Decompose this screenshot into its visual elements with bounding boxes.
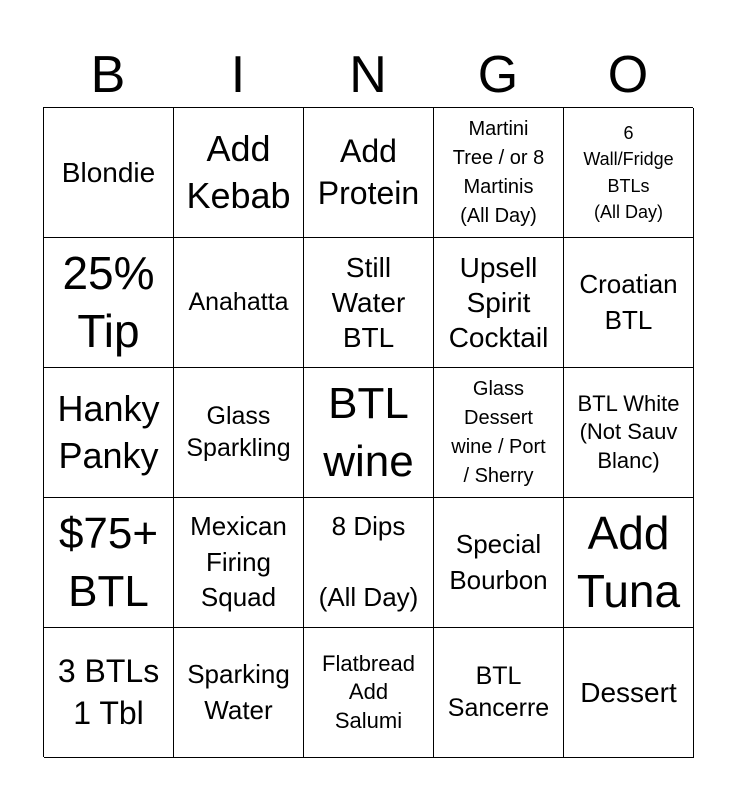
bingo-cell[interactable] xyxy=(174,108,304,238)
bingo-cell[interactable] xyxy=(304,108,434,238)
cell-label: BTL wine xyxy=(323,379,414,486)
cell-label: Special Bourbon xyxy=(449,528,548,595)
bingo-cell[interactable] xyxy=(304,498,434,628)
cell-label: Mexican Firing Squad xyxy=(190,510,287,613)
cell-label: Upsell Spirit Cocktail xyxy=(448,252,549,353)
cell-label: Glass Sparkling xyxy=(186,401,291,462)
bingo-cell[interactable] xyxy=(304,628,434,758)
cell-label: BTL Sancerre xyxy=(447,661,550,722)
bingo-cell[interactable] xyxy=(304,368,434,498)
cell-label: $75+ BTL xyxy=(58,509,159,616)
bingo-cell[interactable] xyxy=(44,108,174,238)
bingo-cell[interactable] xyxy=(174,238,304,368)
bingo-cell[interactable] xyxy=(564,628,694,758)
cell-label: Blondie xyxy=(61,157,156,188)
cell-label: Hanky Panky xyxy=(57,387,160,476)
bingo-cell[interactable] xyxy=(174,368,304,498)
bingo-cell[interactable] xyxy=(434,498,564,628)
cell-label: Add Tuna xyxy=(576,507,681,617)
cell-label: Anahatta xyxy=(188,287,289,316)
bingo-cell[interactable] xyxy=(564,368,694,498)
bingo-cell[interactable] xyxy=(44,628,174,758)
cell-label: Martini Tree / or 8 Martinis (All Day) xyxy=(452,117,545,227)
cell-label: Glass Dessert wine / Port / Sherry xyxy=(451,377,546,487)
cell-label: Still Water BTL xyxy=(331,252,406,353)
cell-label: Sparking Water xyxy=(187,658,290,725)
header-letter-n: N xyxy=(349,46,387,104)
bingo-cell[interactable] xyxy=(44,498,174,628)
header-letter-b: B xyxy=(90,46,126,104)
cell-label: 25% Tip xyxy=(62,247,155,357)
bingo-cell[interactable] xyxy=(434,368,564,498)
bingo-header xyxy=(43,44,693,106)
bingo-cell[interactable] xyxy=(564,498,694,628)
cell-label: BTL White (Not Sauv Blanc) xyxy=(577,390,680,473)
bingo-board xyxy=(43,107,693,757)
bingo-cell[interactable] xyxy=(434,628,564,758)
header-letter-o: O xyxy=(607,46,649,104)
bingo-cell[interactable] xyxy=(564,108,694,238)
cell-label: Flatbread Add Salumi xyxy=(322,650,415,733)
cell-label: Add Protein xyxy=(317,132,420,211)
cell-label: Croatian BTL xyxy=(579,268,678,335)
cell-label: Add Kebab xyxy=(186,127,291,216)
bingo-cell[interactable] xyxy=(174,498,304,628)
bingo-cell[interactable] xyxy=(564,238,694,368)
header-letter-g: G xyxy=(477,46,519,104)
cell-label: 3 BTLs 1 Tbl xyxy=(57,652,160,731)
bingo-cell[interactable] xyxy=(44,368,174,498)
cell-label: 8 Dips (All Day) xyxy=(318,510,419,613)
bingo-cell[interactable] xyxy=(44,238,174,368)
cell-label: 6 Wall/Fridge BTLs (All Day) xyxy=(583,123,674,222)
header-letter-i: I xyxy=(230,46,246,104)
bingo-cell[interactable] xyxy=(174,628,304,758)
bingo-cell[interactable] xyxy=(304,238,434,368)
bingo-cell[interactable] xyxy=(434,108,564,238)
bingo-cell[interactable] xyxy=(434,238,564,368)
cell-label: Dessert xyxy=(580,677,677,708)
